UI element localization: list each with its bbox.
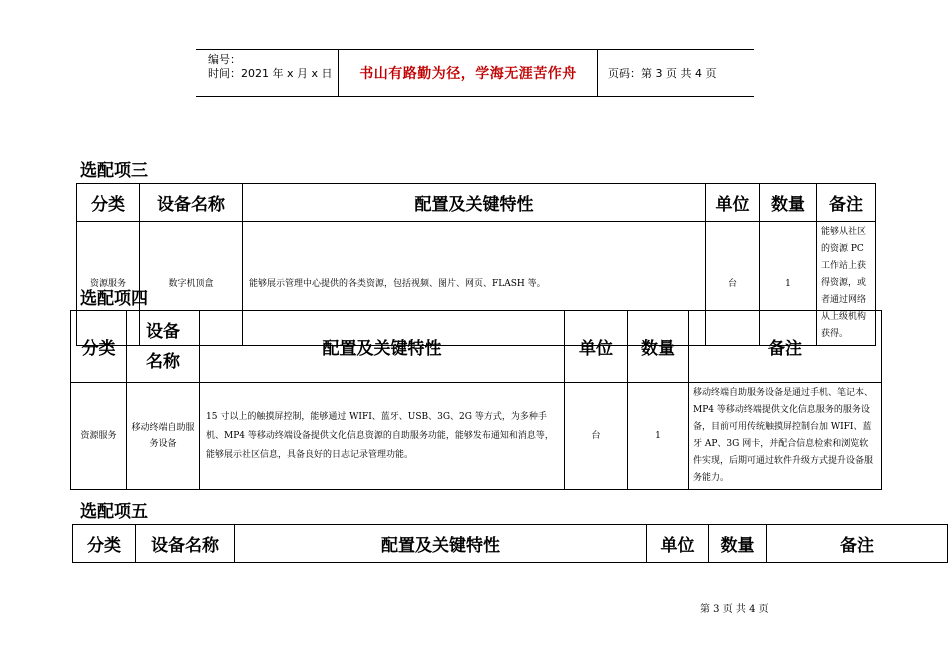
section-title: 选配项五 [80, 502, 148, 522]
table-header-row [73, 525, 948, 563]
page-label: 页码：第 3 页 共 4 页 [608, 67, 717, 80]
col-header-note: 备注 [817, 184, 876, 222]
cell-features: 15 寸以上的触摸屏控制，能够通过 WIFI、蓝牙、USB、3G、2G 等方式，为多种手机、MP4 等移动终端设备提供文化信息资源的自助服务功能，能够发布通知和消息等，能够展示社区信息，具备良好的日志记录管理功能。 [200, 383, 565, 490]
col-header-device-line1: 设备 [146, 321, 180, 342]
col-header-device [127, 311, 200, 383]
page-header [196, 49, 754, 97]
section-title: 选配项三 [80, 161, 148, 181]
cell-unit: 台 [706, 222, 760, 346]
number-label: 编号： [208, 53, 241, 66]
section-title: 选配项四 [80, 289, 148, 309]
col-header-features: 配置及关键特性 [243, 184, 706, 222]
table-row [71, 383, 882, 490]
col-header-qty: 数量 [628, 311, 689, 383]
cell-features: 能够展示管理中心提供的各类资源，包括视频、图片、网页、FLASH 等。 [243, 222, 706, 346]
col-header-category: 分类 [77, 184, 140, 222]
cell-note: 移动终端自助服务设备是通过手机、笔记本、MP4 等移动终端提供文化信息服务的服务设备，目前可用传统触摸屏控制台加 WIFI、蓝牙 AP、3G 网卡，并配合信息检索和浏览软件实现，后期可通过软件升级方式提升设备服务能力。 [689, 383, 882, 490]
cell-device: 数字机顶盒 [140, 222, 243, 346]
header-left [196, 50, 338, 96]
col-header-note: 备注 [767, 525, 948, 563]
col-header-category: 分类 [73, 525, 136, 563]
time-label: 时间：2021 年 x 月 x 日 [208, 67, 333, 80]
config-table [72, 524, 948, 563]
col-header-features: 配置及关键特性 [235, 525, 647, 563]
cell-unit: 台 [565, 383, 628, 490]
col-header-features: 配置及关键特性 [200, 311, 565, 383]
col-header-category: 分类 [71, 311, 127, 383]
col-header-device: 设备名称 [136, 525, 235, 563]
motto: 书山有路勤为径，学海无涯苦作舟 [338, 50, 598, 96]
config-table [70, 310, 882, 490]
col-header-unit: 单位 [647, 525, 709, 563]
col-header-device: 设备名称 [140, 184, 243, 222]
cell-qty: 1 [760, 222, 817, 346]
table-header-row [77, 184, 876, 222]
col-header-device-line2: 名称 [146, 351, 180, 372]
col-header-note: 备注 [689, 311, 882, 383]
cell-note: 能够从社区的资源 PC 工作站上获得资源，或者通过网络从上级机构获得。 [817, 222, 876, 346]
cell-device: 移动终端自助服务设备 [127, 383, 200, 490]
cell-category: 资源服务 [77, 222, 140, 346]
col-header-unit: 单位 [565, 311, 628, 383]
table-header-row [71, 311, 882, 383]
page-footer: 第 3 页 共 4 页 [700, 604, 769, 615]
col-header-qty: 数量 [760, 184, 817, 222]
cell-qty: 1 [628, 383, 689, 490]
cell-category: 资源服务 [71, 383, 127, 490]
col-header-qty: 数量 [709, 525, 767, 563]
col-header-unit: 单位 [706, 184, 760, 222]
